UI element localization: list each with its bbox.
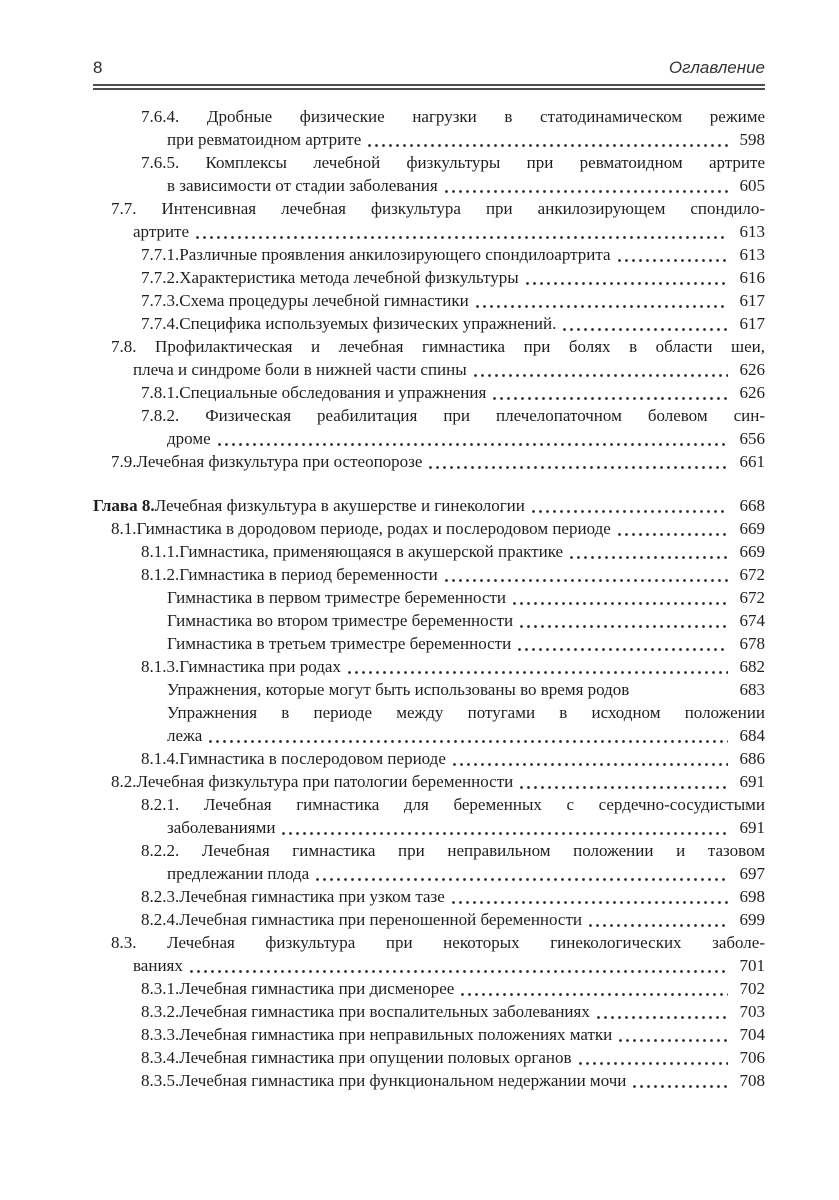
toc-entry-lastline <box>93 563 765 586</box>
toc-entry-lastline <box>93 517 765 540</box>
toc-entry <box>93 793 765 839</box>
page-number: 8 <box>93 58 103 77</box>
toc-entry-lastline <box>93 678 765 701</box>
entry-page-number: 706 <box>739 1048 765 1067</box>
entry-page-number: 669 <box>739 519 765 538</box>
entry-title: Лечебная физкультура при остеопорозе <box>136 452 423 471</box>
entry-title: артрите <box>133 222 190 241</box>
entry-number: 8.3.3. <box>141 1025 180 1044</box>
toc-entry-lastline <box>93 540 765 563</box>
dot-leader <box>513 602 728 605</box>
dot-leader <box>429 466 728 469</box>
entry-number: 8.2.1. <box>141 795 180 814</box>
toc-entry <box>93 105 765 151</box>
entry-title: Гимнастика в первом триместре беременности <box>167 588 507 607</box>
toc-entry-lastline <box>93 954 765 977</box>
toc-entry-lastline <box>93 977 765 1000</box>
entry-title: Различные проявления анкилозирующего спондилоартрита <box>179 245 611 264</box>
entry-page-number: 703 <box>739 1002 765 1021</box>
entry-title: Лечебная гимнастика для беременных с сердечно-сосудистыми <box>203 795 766 814</box>
entry-number: Глава 8. <box>93 496 155 515</box>
toc-entry-lastline <box>93 1000 765 1023</box>
dot-leader <box>282 832 728 835</box>
entry-number: 7.7.4. <box>141 314 180 333</box>
entry-page-number: 613 <box>739 245 765 264</box>
toc-entry-lastline <box>93 908 765 931</box>
entry-title: Характеристика метода лечебной физкультуры <box>179 268 519 287</box>
toc-entry-lastline <box>93 609 765 632</box>
entry-page-number: 691 <box>739 818 765 837</box>
dot-leader <box>633 1085 728 1088</box>
entry-page-number: 704 <box>739 1025 765 1044</box>
dot-leader <box>316 878 728 881</box>
entry-page-number: 661 <box>739 452 765 471</box>
dot-leader <box>196 236 728 239</box>
entry-number: 7.8.2. <box>141 406 180 425</box>
toc-entry-lastline <box>93 862 765 885</box>
entry-title: Дробные физические нагрузки в статодинамическом режиме <box>206 107 766 126</box>
toc-entry <box>93 517 765 540</box>
toc-entry-line <box>93 793 765 816</box>
dot-leader <box>579 1062 728 1065</box>
toc-entry-lastline <box>93 289 765 312</box>
toc-entry-line <box>93 335 765 358</box>
entry-number: 8.1.4. <box>141 749 180 768</box>
dot-leader <box>209 740 728 743</box>
dot-leader <box>636 694 728 697</box>
entry-page-number: 686 <box>739 749 765 768</box>
dot-leader <box>461 993 728 996</box>
dot-leader <box>476 305 728 308</box>
dot-leader <box>520 625 728 628</box>
table-of-contents <box>93 105 765 1092</box>
entry-number: 7.7.2. <box>141 268 180 287</box>
entry-number: 7.8. <box>111 337 137 356</box>
dot-leader <box>563 328 728 331</box>
toc-entry <box>93 563 765 586</box>
entry-page-number: 656 <box>739 429 765 448</box>
entry-number: 7.7. <box>111 199 137 218</box>
entry-number: 8.2.2. <box>141 841 180 860</box>
entry-number: 8.2.3. <box>141 887 180 906</box>
entry-number: 7.8.1. <box>141 383 180 402</box>
dot-leader <box>618 259 728 262</box>
toc-entry-lastline <box>93 1046 765 1069</box>
entry-title: Гимнастика при родах <box>179 657 341 676</box>
toc-entry-lastline <box>93 816 765 839</box>
toc-entry-line <box>93 931 765 954</box>
toc-entry <box>93 678 765 701</box>
dot-leader <box>520 786 728 789</box>
toc-entry <box>93 977 765 1000</box>
toc-entry <box>93 450 765 473</box>
toc-entry <box>93 1023 765 1046</box>
entry-number: 7.7.1. <box>141 245 180 264</box>
toc-entry-lastline <box>93 1069 765 1092</box>
entry-title: Лечебная физкультура в акушерстве и гинекологии <box>154 496 525 515</box>
entry-number: 8.3.1. <box>141 979 180 998</box>
toc-entry <box>93 266 765 289</box>
toc-entry <box>93 632 765 655</box>
entry-title: дроме <box>167 429 211 448</box>
toc-entry-line <box>93 404 765 427</box>
entry-page-number: 697 <box>739 864 765 883</box>
toc-entry-lastline <box>93 174 765 197</box>
entry-title: Гимнастика в период беременности <box>179 565 438 584</box>
entry-page-number: 701 <box>739 956 765 975</box>
toc-entry-lastline <box>93 885 765 908</box>
entry-page-number: 698 <box>739 887 765 906</box>
entry-title: лежа <box>167 726 203 745</box>
entry-title: Упражнения, которые могут быть использованы во время родов <box>167 680 630 699</box>
entry-title: Гимнастика, применяющаяся в акушерской практике <box>179 542 564 561</box>
entry-title: Лечебная гимнастика при дисменорее <box>179 979 455 998</box>
entry-number: 7.7.3. <box>141 291 180 310</box>
dot-leader <box>619 1039 728 1042</box>
toc-entry <box>93 655 765 678</box>
toc-entry <box>93 151 765 197</box>
entry-page-number: 672 <box>739 588 765 607</box>
toc-entry-lastline <box>93 494 765 517</box>
entry-number: 8.2. <box>111 772 137 791</box>
entry-page-number: 684 <box>739 726 765 745</box>
toc-entry <box>93 494 765 517</box>
toc-entry-line <box>93 839 765 862</box>
toc-entry-line <box>93 197 765 220</box>
toc-entry-lastline <box>93 724 765 747</box>
toc-entry <box>93 540 765 563</box>
toc-entry <box>93 197 765 243</box>
entry-page-number: 678 <box>739 634 765 653</box>
dot-leader <box>518 648 728 651</box>
dot-leader <box>526 282 728 285</box>
running-head <box>93 58 765 78</box>
dot-leader <box>570 556 728 559</box>
entry-page-number: 683 <box>739 680 765 699</box>
entry-title: Гимнастика в третьем триместре беременности <box>167 634 512 653</box>
entry-number: 8.2.4. <box>141 910 180 929</box>
dot-leader <box>618 533 728 536</box>
entry-title: Профилактическая и лечебная гимнастика при болях в области шеи, <box>155 337 765 356</box>
entry-page-number: 626 <box>739 383 765 402</box>
toc-entry <box>93 586 765 609</box>
entry-title: предлежании плода <box>167 864 310 883</box>
entry-page-number: 617 <box>739 314 765 333</box>
entry-title: Лечебная гимнастика при опущении половых органов <box>179 1048 572 1067</box>
toc-entry <box>93 931 765 977</box>
toc-entry <box>93 1046 765 1069</box>
toc-entry-line <box>93 105 765 128</box>
toc-entry <box>93 335 765 381</box>
entry-title: Физическая реабилитация при плечелопаточном болевом син- <box>205 406 766 425</box>
entry-title: ваниях <box>133 956 183 975</box>
toc-entry-lastline <box>93 586 765 609</box>
toc-entry <box>93 908 765 931</box>
toc-entry <box>93 701 765 747</box>
dot-leader <box>218 443 728 446</box>
entry-title: в зависимости от стадии заболевания <box>167 176 438 195</box>
entry-page-number: 708 <box>739 1071 765 1090</box>
toc-entry-lastline <box>93 632 765 655</box>
dot-leader <box>445 579 728 582</box>
dot-leader <box>453 763 728 766</box>
entry-number: 8.1.1. <box>141 542 180 561</box>
toc-entry-lastline <box>93 427 765 450</box>
dot-leader <box>348 671 728 674</box>
toc-entry <box>93 1069 765 1092</box>
entry-page-number: 699 <box>739 910 765 929</box>
entry-page-number: 702 <box>739 979 765 998</box>
entry-title: Интенсивная лечебная физкультура при анкилозирующем спондило- <box>161 199 765 218</box>
entry-title: заболеваниями <box>167 818 276 837</box>
entry-page-number: 617 <box>739 291 765 310</box>
toc-entry-line <box>93 701 765 724</box>
dot-leader <box>452 901 728 904</box>
toc-entry-lastline <box>93 450 765 473</box>
toc-entry-lastline <box>93 747 765 770</box>
entry-number: 8.3. <box>111 933 137 952</box>
entry-number: 8.3.5. <box>141 1071 180 1090</box>
dot-leader <box>445 190 728 193</box>
toc-entry <box>93 1000 765 1023</box>
toc-entry <box>93 404 765 450</box>
entry-title: Упражнения в периоде между потугами в исходном положении <box>167 703 765 722</box>
entry-title: Схема процедуры лечебной гимнастики <box>179 291 469 310</box>
dot-leader <box>493 397 728 400</box>
entry-title: Гимнастика во втором триместре беременности <box>167 611 514 630</box>
entry-number: 8.1. <box>111 519 137 538</box>
toc-entry <box>93 839 765 885</box>
entry-title: Комплексы лечебной физкультуры при ревматоидном артрите <box>205 153 765 172</box>
dot-leader <box>474 374 728 377</box>
dot-leader <box>589 924 728 927</box>
entry-title: Лечебная гимнастика при функциональном недержании мочи <box>179 1071 627 1090</box>
entry-title: Лечебная гимнастика при узком тазе <box>179 887 445 906</box>
toc-entry <box>93 770 765 793</box>
dot-leader <box>190 970 728 973</box>
toc-entry-lastline <box>93 128 765 151</box>
entry-page-number: 668 <box>739 496 765 515</box>
toc-entry-lastline <box>93 381 765 404</box>
entry-number: 8.3.4. <box>141 1048 180 1067</box>
toc-entry <box>93 747 765 770</box>
dot-leader <box>368 144 728 147</box>
entry-title: Лечебная гимнастика при переношенной беременности <box>179 910 583 929</box>
toc-entry-lastline <box>93 266 765 289</box>
toc-entry-lastline <box>93 358 765 381</box>
entry-page-number: 691 <box>739 772 765 791</box>
entry-page-number: 669 <box>739 542 765 561</box>
entry-title: Лечебная гимнастика при неправильных положениях матки <box>179 1025 613 1044</box>
entry-number: 8.3.2. <box>141 1002 180 1021</box>
entry-number: 8.1.3. <box>141 657 180 676</box>
entry-title: Лечебная гимнастика при неправильном положении и тазовом <box>201 841 766 860</box>
entry-title: Лечебная физкультура при патологии беременности <box>136 772 514 791</box>
toc-entry-lastline <box>93 1023 765 1046</box>
toc-entry <box>93 609 765 632</box>
entry-page-number: 616 <box>739 268 765 287</box>
toc-entry <box>93 381 765 404</box>
entry-page-number: 613 <box>739 222 765 241</box>
toc-entry <box>93 312 765 335</box>
entry-page-number: 672 <box>739 565 765 584</box>
entry-title: Специфика используемых физических упражнений. <box>179 314 557 333</box>
entry-title: Гимнастика в дородовом периоде, родах и послеродовом периоде <box>136 519 611 538</box>
entry-title: при ревматоидном артрите <box>167 130 362 149</box>
entry-page-number: 682 <box>739 657 765 676</box>
toc-entry-lastline <box>93 770 765 793</box>
toc-entry <box>93 289 765 312</box>
entry-page-number: 605 <box>739 176 765 195</box>
entry-title: Специальные обследования и упражнения <box>179 383 487 402</box>
running-head-title: Оглавление <box>668 58 765 77</box>
toc-entry-line <box>93 151 765 174</box>
entry-number: 7.9. <box>111 452 137 471</box>
dot-leader <box>532 510 728 513</box>
entry-page-number: 598 <box>739 130 765 149</box>
entry-title: плеча и синдроме боли в нижней части спины <box>133 360 467 379</box>
entry-number: 7.6.4. <box>141 107 180 126</box>
entry-number: 7.6.5. <box>141 153 180 172</box>
header-double-rule <box>93 84 765 90</box>
entry-number: 8.1.2. <box>141 565 180 584</box>
entry-title: Лечебная гимнастика при воспалительных заболеваниях <box>179 1002 590 1021</box>
dot-leader <box>597 1016 728 1019</box>
entry-page-number: 626 <box>739 360 765 379</box>
entry-title: Лечебная физкультура при некоторых гинекологических заболе- <box>167 933 765 952</box>
toc-entry-lastline <box>93 243 765 266</box>
toc-entry-lastline <box>93 220 765 243</box>
toc-entry <box>93 243 765 266</box>
toc-entry-lastline <box>93 655 765 678</box>
toc-entry-lastline <box>93 312 765 335</box>
entry-page-number: 674 <box>739 611 765 630</box>
toc-entry <box>93 885 765 908</box>
entry-title: Гимнастика в послеродовом периоде <box>179 749 446 768</box>
